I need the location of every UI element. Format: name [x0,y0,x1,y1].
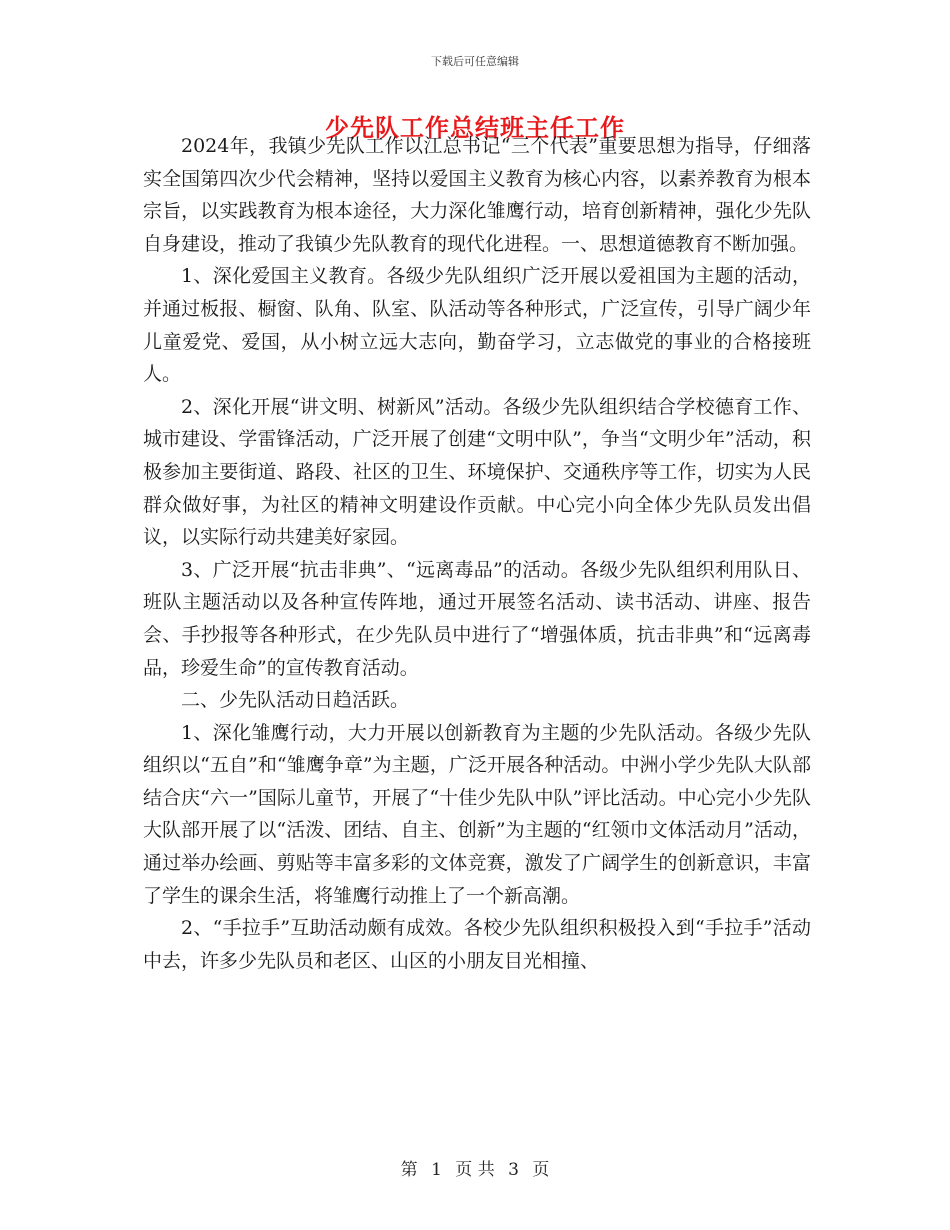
document-body [143,130,811,977]
page-footer [0,1155,950,1180]
footer-page-number: 1 [431,1160,442,1180]
footer-suffix: 页 [532,1160,550,1180]
section-heading-activities: 二、少先队活动日趋活跃。 [181,689,410,712]
paragraph-eagle-action: 1、深化雏鹰行动，大力开展以创新教育为主题的少先队活动。各级少先队组织以“五自”和“雏鹰争章”为主题，广泛开展各种活动。中洲小学少先队大队部结合庆“六一”国际儿童节，开展了“十佳少先队中队”评比活动。中心完小少先队大队部开展了以“活泼、团结、自主、创新”为主题的“红领巾文体活动月”活动，通过举办绘画、剪贴等丰富多彩的文体竞赛，激发了广阔学生的创新意识，丰富了学生的课余生活，将雏鹰行动推上了一个新高潮。 [143,721,811,907]
document-title: 少先队工作总结班主任工作 [325,113,625,142]
header-note: 下载后可任意编辑 [431,55,519,68]
paragraph-hand-in-hand: 2、“手拉手”互助活动颇有成效。各校少先队组织积极投入到“手拉手”活动中去，许多少先队员和老区、山区的小朋友目光相撞、 [143,917,811,972]
footer-prefix: 第 [400,1160,418,1180]
footer-of: 页 共 [455,1160,495,1180]
paragraph-civility-campaign: 2、深化开展“讲文明、树新风”活动。各级少先队组织结合学校德育工作、城市建设、学雷锋活动，广泛开展了创建“文明中队”，争当“文明少年”活动，积极参加主要街道、路段、社区的卫生、环境保护、交通秩序等工作，切实为人民群众做好事，为社区的精神文明建设作贡献。中心完小向全体少先队员发出倡议，以实际行动共建美好家园。 [143,395,811,549]
paragraph-patriotic-education: 1、深化爱国主义教育。各级少先队组织广泛开展以爱祖国为主题的活动，并通过板报、橱窗、队角、队室、队活动等各种形式，广泛宣传，引导广阔少年儿童爱党、爱国，从小树立远大志向，勤奋学习，立志做党的事业的合格接班人。 [143,265,811,386]
paragraph-intro: 2024年，我镇少先队工作以江总书记“三个代表”重要思想为指导，仔细落实全国第四次少代会精神，坚持以爱国主义教育为核心内容，以素养教育为根本宗旨，以实践教育为根本途径，大力深化雏鹰行动，培育创新精神，强化少先队自身建设，推动了我镇少先队教育的现代化进程。一、思想道德教育不断加强。 [143,135,811,255]
paragraph-anti-sars-drugs: 3、广泛开展“抗击非典”、“远离毒品”的活动。各级少先队组织利用队日、班队主题活动以及各种宣传阵地，通过开展签名活动、读书活动、讲座、报告会、手抄报等各种形式，在少先队员中进行了“增强体质，抗击非典”和“远离毒品，珍爱生命”的宣传教育活动。 [143,558,811,679]
footer-total-pages: 3 [508,1160,519,1180]
